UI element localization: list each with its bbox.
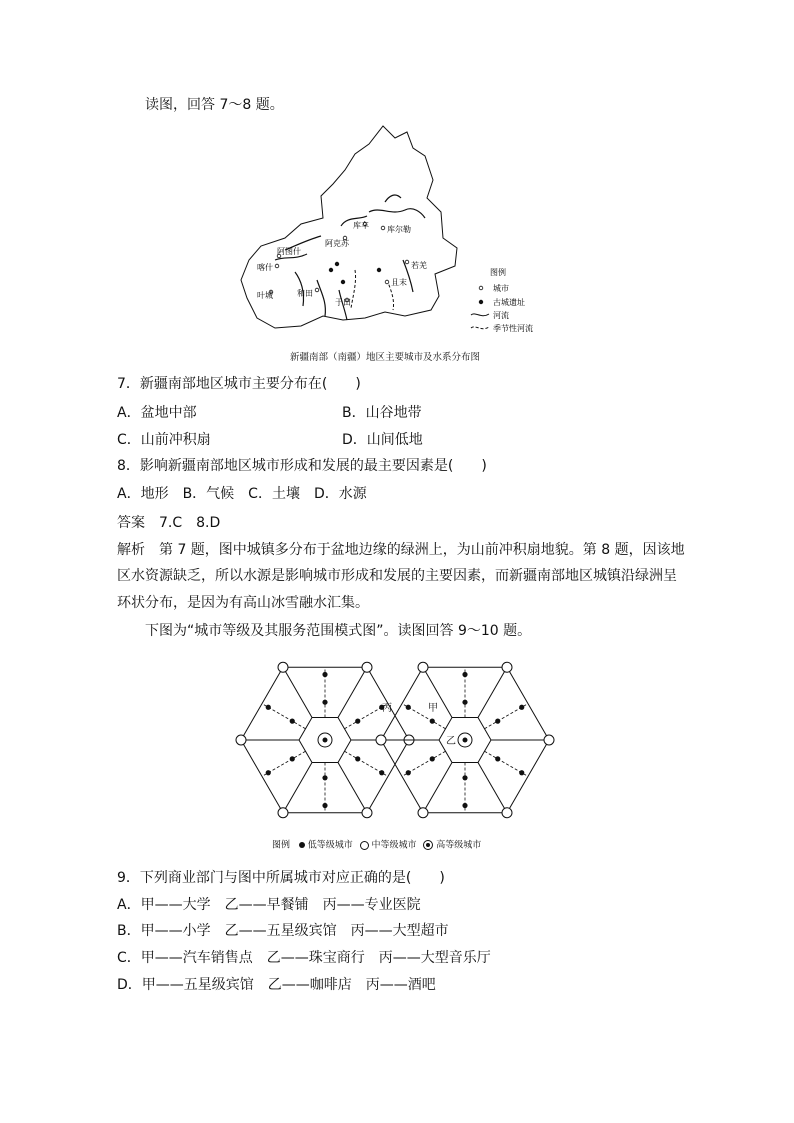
mid-level-city	[278, 662, 288, 672]
analysis-line-3: 环状分布，是因为有高山冰雪融水汇集。	[117, 595, 369, 611]
city-label-hotan: 和田	[297, 289, 313, 298]
question-8-stem: 8．影响新疆南部地区城市形成和发展的最主要因素是( )	[117, 458, 487, 474]
mid-level-city	[418, 662, 428, 672]
hex-spoke	[283, 763, 312, 813]
high-level-city-core	[463, 738, 468, 743]
low-level-city	[266, 705, 271, 710]
low-level-city	[290, 719, 295, 724]
city-label-yutian: 于田	[335, 298, 351, 307]
analysis-line-2: 区水资源缺乏，所以水源是影响城市形成和发展的主要因素，而新疆南部地区城镇沿绿洲呈	[117, 568, 677, 584]
question-9-stem: 9．下列商业部门与图中所属城市对应正确的是( )	[117, 870, 445, 886]
low-level-city	[406, 770, 411, 775]
city-label-qiemo: 且末	[391, 278, 407, 287]
hex-spoke	[423, 763, 452, 813]
mid-level-city	[362, 808, 372, 818]
mid-level-city	[418, 808, 428, 818]
mid-level-city	[502, 808, 512, 818]
low-level-city	[379, 770, 384, 775]
low-level-city	[322, 775, 327, 780]
hex-legend	[272, 840, 481, 852]
low-level-city	[462, 803, 467, 808]
low-level-city	[406, 705, 411, 710]
low-level-city	[462, 775, 467, 780]
hex-legend-low: 低等级城市	[307, 840, 353, 851]
hex-spoke	[283, 667, 312, 717]
mid-level-city	[236, 735, 246, 745]
low-level-city	[430, 756, 435, 761]
map-legend-ruins: 古城遗址	[493, 298, 525, 307]
label-jia: 甲	[428, 703, 438, 714]
low-level-city	[519, 705, 524, 710]
mid-level-city	[502, 662, 512, 672]
low-level-city	[462, 672, 467, 677]
high-level-city-icon	[423, 840, 433, 850]
question-8-options: A．地形 B．气候 C．土壤 D．水源	[117, 486, 367, 502]
low-level-city	[495, 756, 500, 761]
city-label-kuche: 库车	[353, 221, 369, 230]
mid-level-city	[544, 735, 554, 745]
question-7-stem: 7．新疆南部地区城市主要分布在( )	[117, 376, 361, 392]
label-yi: 乙	[446, 736, 456, 747]
mid-level-city	[362, 662, 372, 672]
low-level-city	[266, 770, 271, 775]
map-legend-city: 城市	[493, 284, 509, 293]
question-7-option-a: A．盆地中部	[117, 405, 197, 421]
city-label-artux: 阿图什	[277, 247, 301, 256]
answer-7-8: 答案 7.C 8.D	[117, 515, 221, 531]
low-level-city	[519, 770, 524, 775]
map-legend-river: 河流	[493, 311, 509, 320]
question-7-option-d: D．山间低地	[342, 432, 423, 448]
hex-spoke	[338, 763, 367, 813]
city-label-korla: 库尔勒	[387, 225, 411, 234]
low-level-city	[355, 756, 360, 761]
city-label-aksu: 阿克苏	[325, 239, 349, 248]
label-bing: 丙	[382, 703, 392, 714]
hex-legend-mid: 中等级城市	[371, 840, 417, 851]
intro-text-7-8: 读图，回答 7～8 题。	[145, 97, 284, 113]
question-9-option-c: C．甲——汽车销售点 乙——珠宝商行 丙——大型音乐厅	[117, 950, 491, 966]
hex-spoke	[478, 763, 507, 813]
hex-legend-high: 高等级城市	[436, 840, 482, 851]
intro-text-9-10: 下图为“城市等级及其服务范围模式图”。读图回答 9～10 题。	[145, 623, 532, 639]
low-level-city-icon	[299, 842, 305, 848]
low-level-city	[322, 700, 327, 705]
question-7-option-b: B．山谷地带	[342, 405, 422, 421]
low-level-city	[322, 803, 327, 808]
low-level-city	[355, 719, 360, 724]
city-label-yecheng: 叶城	[257, 291, 273, 300]
question-9-option-d: D．甲——五星级宾馆 乙——咖啡店 丙——酒吧	[117, 977, 436, 993]
hex-legend-title: 图例	[272, 840, 291, 851]
map-caption: 新疆南部（南疆）地区主要城市及水系分布图	[290, 352, 481, 363]
map-legend-seasonal-river: 季节性河流	[493, 324, 533, 333]
low-level-city	[290, 756, 295, 761]
question-9-option-b: B．甲——小学 乙——五星级宾馆 丙——大型超市	[117, 923, 449, 939]
city-label-kashgar: 喀什	[257, 263, 273, 272]
low-level-city	[495, 719, 500, 724]
low-level-city	[430, 719, 435, 724]
low-level-city	[322, 672, 327, 677]
low-level-city	[462, 700, 467, 705]
mid-level-city	[278, 808, 288, 818]
city-hierarchy-hex-diagram	[230, 645, 560, 835]
mid-level-city-icon	[360, 841, 369, 850]
high-level-city-core	[323, 738, 328, 743]
question-7-option-c: C．山前冲积扇	[117, 432, 211, 448]
question-9-option-a: A．甲——大学 乙——早餐铺 丙——专业医院	[117, 897, 421, 913]
hex-spoke	[478, 667, 507, 717]
xinjiang-map	[235, 120, 565, 345]
analysis-line-1: 解析 第 7 题，图中城镇多分布于盆地边缘的绿洲上，为山前冲积扇地貌。第 8 题，因该地	[117, 542, 685, 558]
city-label-ruoqiang: 若羌	[411, 261, 427, 270]
map-legend-title: 图例	[490, 268, 506, 277]
hex-spoke	[338, 667, 367, 717]
mid-level-city	[376, 735, 386, 745]
